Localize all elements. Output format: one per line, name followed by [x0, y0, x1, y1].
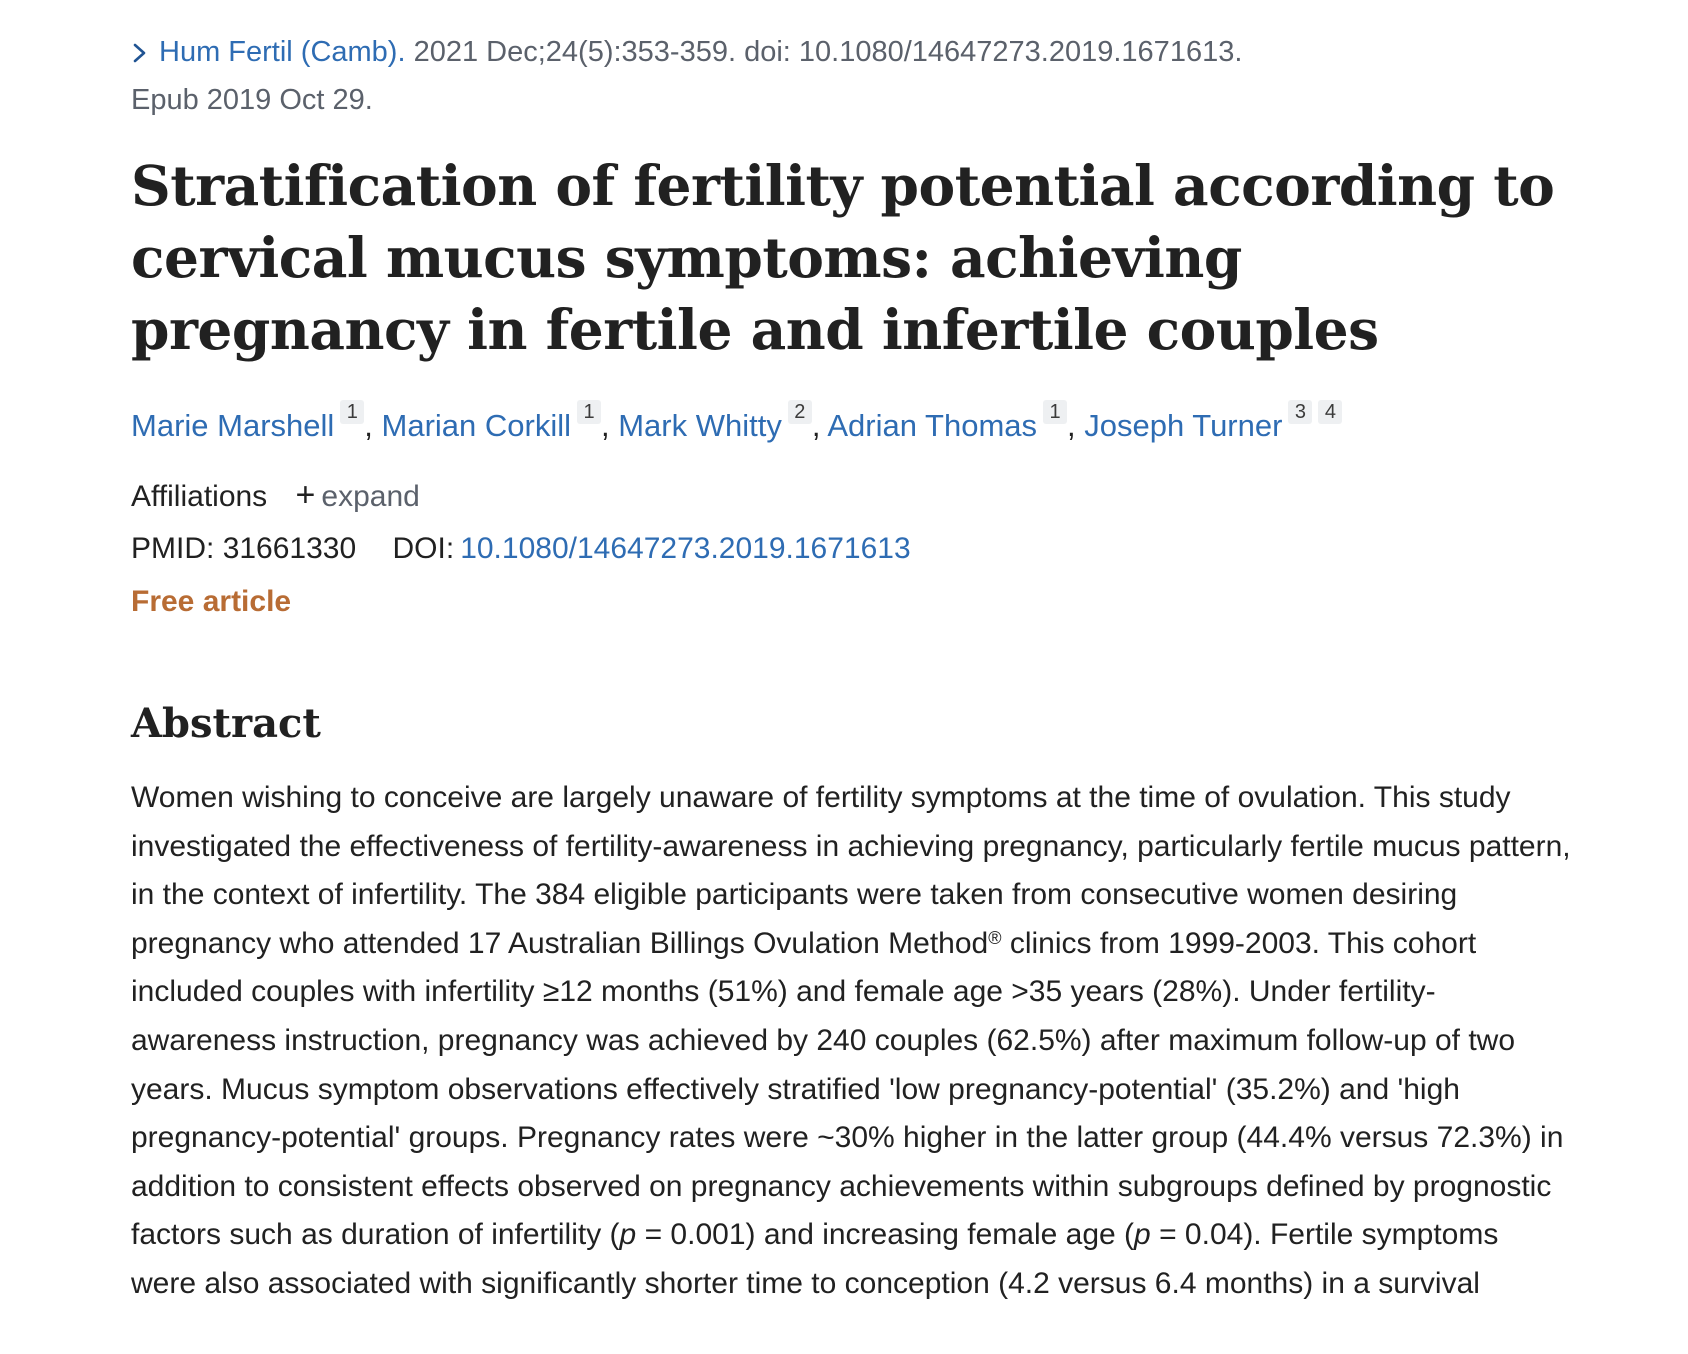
journal-link[interactable]: Hum Fertil (Camb). — [159, 36, 406, 68]
abstract-heading: Abstract — [131, 700, 321, 747]
epub-date: Epub 2019 Oct 29. — [131, 84, 373, 116]
doi-label: DOI: — [392, 532, 455, 565]
pmid-value: 31661330 — [222, 532, 357, 565]
expand-label: expand — [321, 480, 420, 513]
plus-icon: + — [295, 476, 316, 514]
affiliation-ref[interactable]: 1 — [577, 400, 601, 424]
pmid-label: PMID: — [131, 532, 215, 565]
affiliation-ref[interactable]: 2 — [788, 400, 812, 424]
expand-affiliations-button[interactable] — [295, 476, 420, 514]
citation-details: 2021 Dec;24(5):353-359. doi: 10.1080/14647273.2019.1671613. — [413, 36, 1243, 68]
chevron-right-icon[interactable] — [131, 27, 149, 75]
author-link[interactable]: Mark Whitty — [618, 408, 782, 443]
identifiers-row — [131, 522, 1571, 576]
affiliation-ref[interactable]: 3 — [1288, 400, 1312, 424]
affiliation-ref[interactable]: 4 — [1318, 400, 1342, 424]
abstract-segment: clinics from 1999-2003. This cohort included couples with infertility ≥12 months (51%) and female age >35 years (28%). Under fertility-awareness instruction, pregnancy was achieved by 240 couples (62.5%) after maximum follow-up of two years. Mucus symptom observations effectively stratified 'low pregnancy-potential' (35.2%) and 'high pregnancy-potential' groups. Pregnancy rates were ~30% higher in the latter group (44.4% versus 72.3%) in addition to consistent effects observed on pregnancy achievements within subgroups defined by prognostic factors such as duration of infertility ( — [131, 926, 1564, 1252]
abstract-segment: = 0.04). Fertile symptoms were also associated with significantly shorter time to conception (4.2 versus 6.4 months) in a survival — [131, 1218, 1499, 1300]
affiliations-label: Affiliations — [131, 480, 268, 513]
author-link[interactable]: Joseph Turner — [1084, 408, 1283, 443]
author-link[interactable]: Marian Corkill — [381, 408, 571, 443]
citation — [131, 28, 1571, 124]
affiliations-row — [131, 470, 1571, 522]
author-link[interactable]: Adrian Thomas — [827, 408, 1038, 443]
abstract-text — [131, 774, 1571, 1309]
abstract-segment: Women wishing to conceive are largely unaware of fertility symptoms at the time of ovulation. This study investigated the effectiveness of fertility-awareness in achieving pregnancy, particularly fertile mucus pattern, in the context of infertility. The 384 eligible participants were taken from consecutive women desiring pregnancy who attended 17 Australian Billings Ovulation Method — [131, 781, 1571, 960]
article-title: Stratification of fertility potential according to cervical mucus symptoms: achieving pregnancy in fertile and infertile couples — [131, 153, 1555, 362]
affiliation-ref[interactable]: 1 — [340, 400, 364, 424]
p-symbol: p — [1134, 1218, 1151, 1252]
registered-mark: ® — [988, 927, 1002, 948]
free-article-badge: Free article — [131, 585, 292, 618]
p-symbol: p — [619, 1218, 637, 1252]
author-list: Marie Marshell 1 , Marian Corkill 1 , Mark Whitty 2 , Adrian Thomas 1 , Joseph Turner 3 4 — [131, 404, 1571, 448]
affiliation-ref[interactable]: 1 — [1043, 400, 1067, 424]
doi-link[interactable]: 10.1080/14647273.2019.1671613 — [460, 532, 911, 565]
author-link[interactable]: Marie Marshell — [131, 408, 335, 443]
abstract-segment: = 0.001) and increasing female age ( — [636, 1218, 1135, 1252]
article-page — [131, 28, 1571, 1309]
